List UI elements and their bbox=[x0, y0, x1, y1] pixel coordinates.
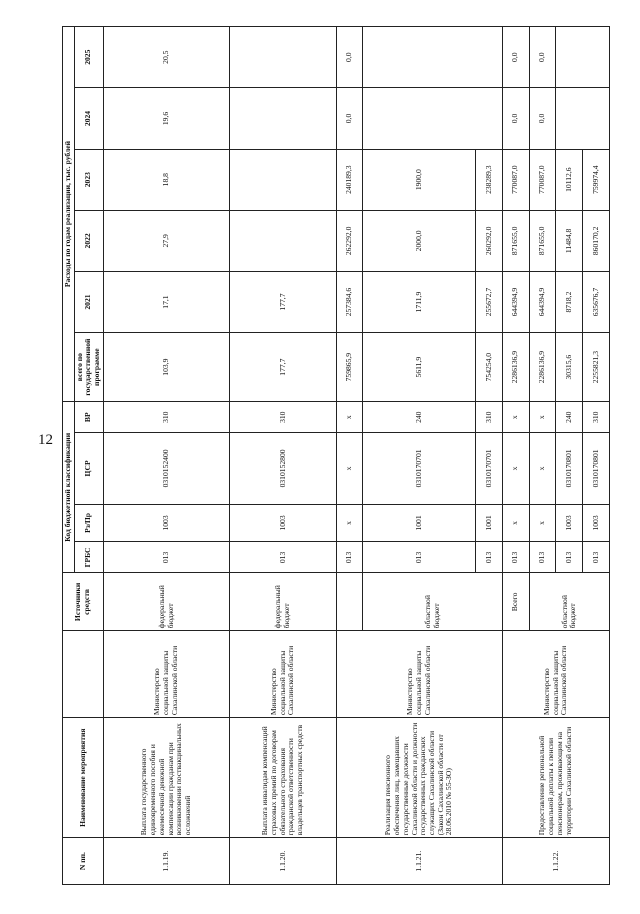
cell-vr: х bbox=[336, 402, 363, 433]
row-number: 1.1.21. bbox=[336, 838, 502, 885]
header-grbs: ГРБС bbox=[74, 542, 103, 573]
cell-2023: 770087,0 bbox=[502, 149, 529, 210]
cell-total: 2255821,3 bbox=[583, 333, 610, 402]
cell-2024: 0,0 bbox=[336, 88, 363, 149]
cell-2024: 19,6 bbox=[103, 88, 229, 149]
row-executor: Министерство социальной защиты Сахалинской области bbox=[230, 631, 336, 718]
cell-2025: 0,0 bbox=[502, 27, 529, 88]
cell-2021: 17,1 bbox=[103, 271, 229, 332]
cell-2025: 0,0 bbox=[529, 27, 556, 88]
cell-vr: 240 bbox=[556, 402, 583, 433]
cell-2025: 20,5 bbox=[103, 27, 229, 88]
row-source: областной бюджет bbox=[363, 573, 502, 631]
cell-vr: 310 bbox=[230, 402, 336, 433]
cell-2023: 770087,0 bbox=[529, 149, 556, 210]
cell-total: 759865,9 bbox=[336, 333, 363, 402]
cell-2021: 635676,7 bbox=[583, 271, 610, 332]
cell-2024: 0,0 bbox=[529, 88, 556, 149]
header-2021: 2021 bbox=[74, 271, 103, 332]
header-no: N пп. bbox=[63, 838, 104, 885]
header-2023: 2023 bbox=[74, 149, 103, 210]
cell-rzpr: х bbox=[529, 504, 556, 542]
rotated-table-container bbox=[62, 26, 610, 885]
cell-2022 bbox=[230, 210, 336, 271]
cell-rzpr: 1003 bbox=[103, 504, 229, 542]
row-number: 1.1.19. bbox=[103, 838, 229, 885]
cell-vr: 310 bbox=[583, 402, 610, 433]
cell-2021: 177,7 bbox=[230, 271, 336, 332]
cell-2022: 871655,0 bbox=[502, 210, 529, 271]
header-expense-group: Расходы по годам реализации, тыс. рублей bbox=[63, 27, 75, 402]
row-executor: Министерство социальной защиты Сахалинской области bbox=[336, 631, 502, 718]
cell-vr: 240 bbox=[363, 402, 476, 433]
cell-total: 2286136,9 bbox=[529, 333, 556, 402]
cell-2022: 260292,0 bbox=[476, 210, 503, 271]
cell-total: 103,9 bbox=[103, 333, 229, 402]
cell-rzpr: 1003 bbox=[583, 504, 610, 542]
cell-2023: 238289,3 bbox=[476, 149, 503, 210]
cell-csr: 0310170801 bbox=[583, 433, 610, 504]
header-csr: ЦСР bbox=[74, 433, 103, 504]
cell-2023: 240189,3 bbox=[336, 149, 363, 210]
cell-total: 5611,9 bbox=[363, 333, 476, 402]
header-vr: ВР bbox=[74, 402, 103, 433]
cell-2024: 0,0 bbox=[502, 88, 529, 149]
cell-csr: х bbox=[529, 433, 556, 504]
row-source: Всего bbox=[502, 573, 529, 631]
header-2025: 2025 bbox=[74, 27, 103, 88]
cell-rzpr: х bbox=[336, 504, 363, 542]
cell-total: 30315,6 bbox=[556, 333, 583, 402]
header-code-group: Код бюджетной классификации bbox=[63, 402, 75, 573]
cell-2022: 2000,0 bbox=[363, 210, 476, 271]
row-name: Предоставление региональной социальной доплаты к пенсии пенсионерам, проживающим на территории Сахалинской области bbox=[502, 718, 609, 838]
row-executor: Министерство социальной защиты Сахалинской области bbox=[103, 631, 229, 718]
row-name: Реализация пенсионного обеспечения лиц, замещавших государственные должности Сахалинской области и должности государственных гражданских служащих Сахалинской области (Закон Сахалинской области от 28.06.2010 № 55-ЗО) bbox=[336, 718, 502, 838]
cell-2021: 255672,7 bbox=[476, 271, 503, 332]
cell-csr: 0310152800 bbox=[230, 433, 336, 504]
row-name: Выплата инвалидам компенсаций страховых премий по договорам обязательного страхования гражданской ответственности владельцев транспортных средств bbox=[230, 718, 336, 838]
row-source bbox=[336, 573, 363, 631]
cell-grbs: 013 bbox=[556, 542, 583, 573]
cell-vr: х bbox=[502, 402, 529, 433]
cell-2022: 27,9 bbox=[103, 210, 229, 271]
cell-csr: 0310152400 bbox=[103, 433, 229, 504]
row-number: 1.1.22. bbox=[502, 838, 609, 885]
cell-csr: х bbox=[502, 433, 529, 504]
cell-2021: 1711,9 bbox=[363, 271, 476, 332]
cell-vr: 310 bbox=[103, 402, 229, 433]
cell-total: 2286136,9 bbox=[502, 333, 529, 402]
cell-2024 bbox=[230, 88, 336, 149]
cell-2022: 262292,0 bbox=[336, 210, 363, 271]
cell-2021: 8718,2 bbox=[556, 271, 583, 332]
cell-vr: х bbox=[529, 402, 556, 433]
page-number: 12 bbox=[38, 432, 53, 448]
cell-csr: 0310170701 bbox=[476, 433, 503, 504]
cell-2023 bbox=[230, 149, 336, 210]
cell-2025 bbox=[556, 27, 610, 88]
cell-rzpr: 1001 bbox=[363, 504, 476, 542]
cell-2025 bbox=[363, 27, 502, 88]
cell-grbs: 013 bbox=[502, 542, 529, 573]
table-row bbox=[103, 27, 229, 885]
row-name: Выплата государственного единовременного пособия и ежемесячной денежной компенсации гражданам при возникновении поствакцинальных осложнений bbox=[103, 718, 229, 838]
header-name: Наименование мероприятия bbox=[63, 718, 104, 838]
cell-2023: 759974,4 bbox=[583, 149, 610, 210]
header-2022: 2022 bbox=[74, 210, 103, 271]
cell-csr: 0310170701 bbox=[363, 433, 476, 504]
row-source: областной бюджет bbox=[529, 573, 609, 631]
cell-2021: 644394,9 bbox=[502, 271, 529, 332]
header-executor bbox=[63, 631, 104, 718]
cell-rzpr: 1003 bbox=[556, 504, 583, 542]
cell-2025: 0,0 bbox=[336, 27, 363, 88]
cell-grbs: 013 bbox=[363, 542, 476, 573]
header-2024: 2024 bbox=[74, 88, 103, 149]
row-number: 1.1.20. bbox=[230, 838, 336, 885]
cell-2021: 644394,9 bbox=[529, 271, 556, 332]
cell-2023: 18,8 bbox=[103, 149, 229, 210]
cell-2022: 860170,2 bbox=[583, 210, 610, 271]
cell-rzpr: 1003 bbox=[230, 504, 336, 542]
cell-2022: 871655,0 bbox=[529, 210, 556, 271]
row-source: федеральный бюджет bbox=[103, 573, 229, 631]
cell-grbs: 013 bbox=[476, 542, 503, 573]
cell-2022: 11484,8 bbox=[556, 210, 583, 271]
cell-rzpr: х bbox=[502, 504, 529, 542]
cell-vr: 310 bbox=[476, 402, 503, 433]
cell-2023: 1900,0 bbox=[363, 149, 476, 210]
table-row bbox=[502, 27, 529, 885]
header-rzpr: Рз/Пр bbox=[74, 504, 103, 542]
cell-2023: 10112,6 bbox=[556, 149, 583, 210]
table-row bbox=[336, 27, 363, 885]
row-executor: Министерство социальной защиты Сахалинской области bbox=[502, 631, 609, 718]
cell-grbs: 013 bbox=[583, 542, 610, 573]
cell-total: 754254,0 bbox=[476, 333, 503, 402]
cell-grbs: 013 bbox=[230, 542, 336, 573]
cell-grbs: 013 bbox=[529, 542, 556, 573]
cell-grbs: 013 bbox=[103, 542, 229, 573]
cell-2021: 257384,6 bbox=[336, 271, 363, 332]
cell-rzpr: 1001 bbox=[476, 504, 503, 542]
cell-csr: 0310170801 bbox=[556, 433, 583, 504]
cell-2024 bbox=[363, 88, 502, 149]
header-total: всего по государственной программе bbox=[74, 333, 103, 402]
header-source: Источники средств bbox=[63, 573, 104, 631]
cell-total: 177,7 bbox=[230, 333, 336, 402]
row-source: федеральный бюджет bbox=[230, 573, 336, 631]
cell-2024 bbox=[556, 88, 610, 149]
cell-grbs: 013 bbox=[336, 542, 363, 573]
table-row bbox=[230, 27, 336, 885]
cell-2025 bbox=[230, 27, 336, 88]
cell-csr: х bbox=[336, 433, 363, 504]
budget-table bbox=[62, 26, 610, 885]
